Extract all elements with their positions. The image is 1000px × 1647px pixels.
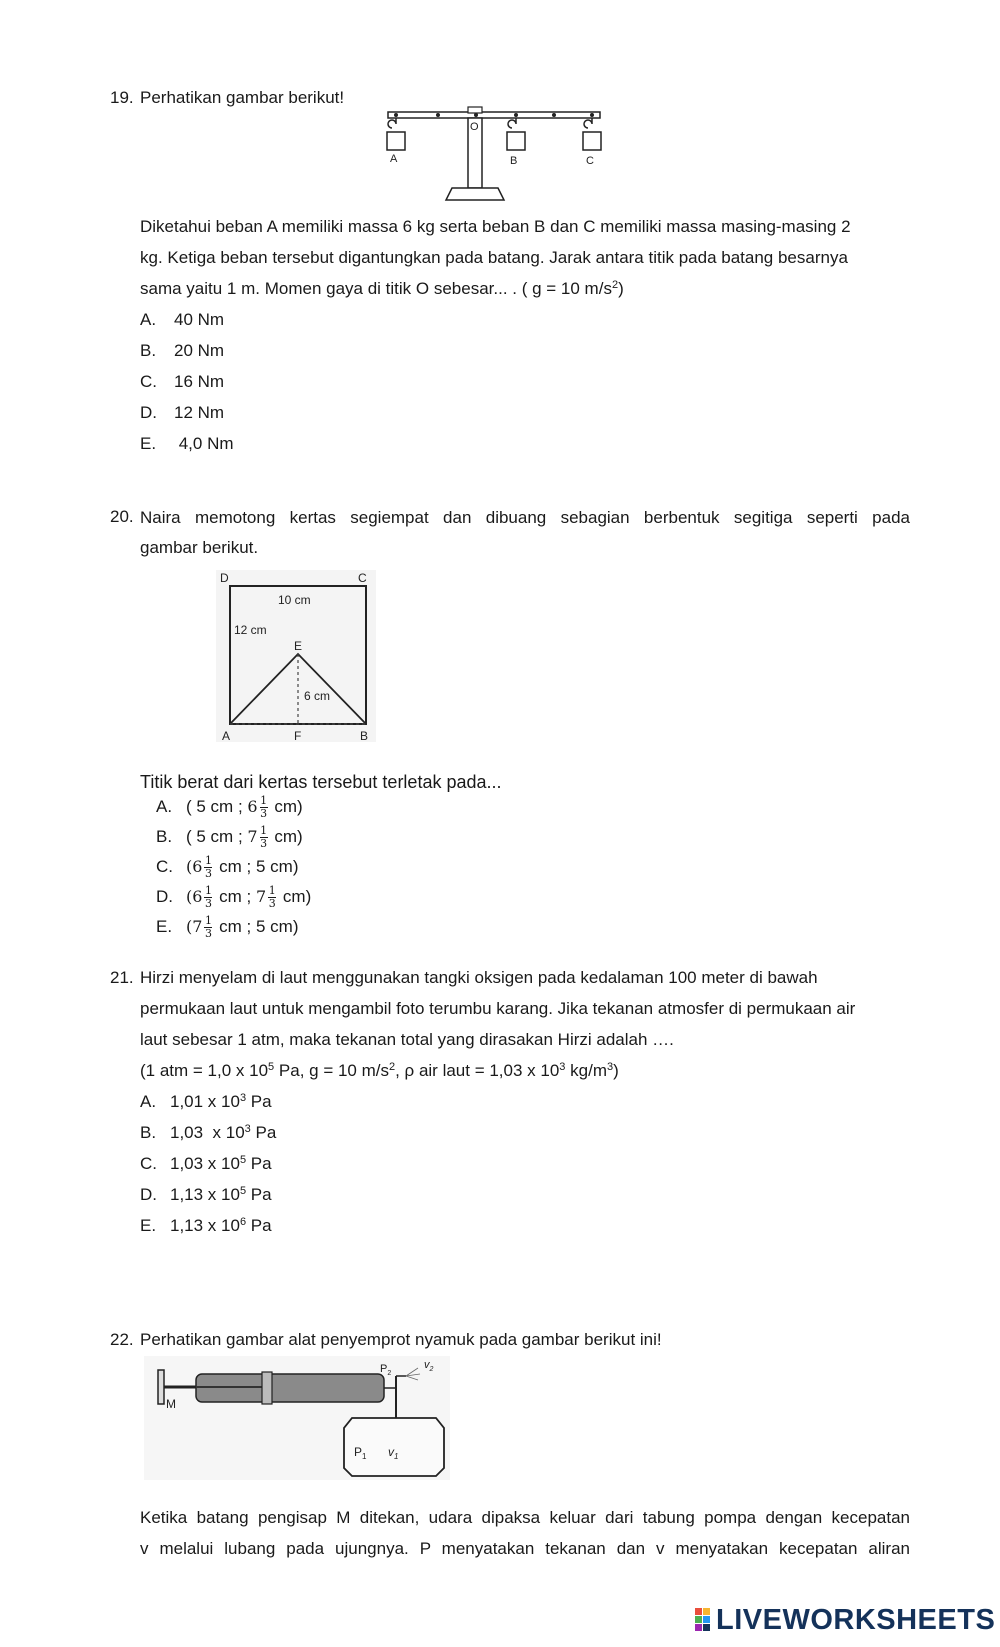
mass-a-label: A — [390, 153, 398, 165]
question-20-option-a[interactable]: A. ( 5 cm ; 6 $\frac{1}{3}$ cm) — [156, 794, 303, 821]
question-21-option-e[interactable]: E. 1,13 x $10^6$ Pa — [140, 1216, 272, 1235]
question-21-option-d[interactable]: D. 1,13 x $10^5$ Pa — [140, 1185, 272, 1204]
liveworksheets-logo[interactable]: LIVEWORKSHEETS — [716, 1604, 996, 1636]
question-21-line-2: permukaan laut untuk mengambil foto terumbu karang. Jika tekanan atmosfer di permukaan air — [140, 999, 856, 1018]
label-d: D — [220, 571, 229, 585]
question-22-prompt: Perhatikan gambar alat penyemprot nyamuk pada gambar berikut ini! — [140, 1330, 662, 1349]
label-f: F — [294, 729, 302, 743]
question-20-option-e[interactable]: E. (7 $\frac{1}{3}$ cm ; 5 cm) — [156, 914, 299, 941]
paper-cut-figure — [212, 568, 382, 744]
question-20-option-c[interactable]: C. (6 $\frac{1}{3}$ cm ; 5 cm) — [156, 854, 299, 881]
mosquito-sprayer-figure — [144, 1356, 450, 1480]
question-21-number: 21. — [110, 968, 134, 987]
question-20-option-d[interactable]: D. (6 $\frac{1}{3}$ cm ; 7 $\frac{1}{3}$ cm) — [156, 884, 312, 911]
label-v2: $v_2$ — [424, 1359, 434, 1373]
label-v1: $v_1$ — [388, 1445, 399, 1461]
question-22-line-1: Ketika batang pengisap M ditekan, udara dipaksa keluar dari tabung pompa dengan kecepatan — [140, 1508, 910, 1527]
question-20-number: 20. — [110, 507, 134, 526]
mass-c-label: C — [586, 155, 594, 167]
question-20-option-b[interactable]: B. ( 5 cm ; 7 $\frac{1}{3}$ cm) — [156, 824, 303, 851]
question-19-option-a[interactable]: A. 40 Nm — [140, 310, 225, 329]
question-19-number: 19. — [110, 88, 134, 107]
lever-balance-figure — [380, 104, 610, 214]
question-21-option-a[interactable]: A. 1,01 x $10^3$ Pa — [140, 1092, 272, 1111]
base — [446, 188, 504, 200]
question-19-option-b[interactable]: B. 20 Nm — [140, 341, 225, 360]
question-20-line-1: Naira memotong kertas segiempat dan dibuang sebagian berbentuk segitiga seperti pada — [140, 508, 910, 527]
question-19-option-d[interactable]: D. 12 Nm — [140, 403, 225, 422]
label-triangle-height: 6 cm — [304, 689, 331, 703]
question-19-option-e[interactable]: E. 4,0 Nm — [140, 434, 234, 453]
question-21-option-c[interactable]: C. 1,03 x $10^5$ Pa — [140, 1154, 272, 1173]
handle — [158, 1370, 164, 1404]
label-p1: $P_1$ — [354, 1445, 367, 1461]
question-22-number: 22. — [110, 1330, 134, 1349]
question-21-option-b[interactable]: B. 1,03 x $10^3$ Pa — [140, 1123, 277, 1142]
label-height: 12 cm — [234, 623, 267, 637]
label-width: 10 cm — [278, 593, 311, 607]
label-e: E — [294, 639, 303, 653]
pivot-label: O — [470, 121, 479, 133]
question-22-line-2: v melalui lubang pada ujungnya. P menyatakan tekanan dan v menyatakan kecepatan aliran — [140, 1539, 910, 1558]
question-19-option-c[interactable]: C. 16 Nm — [140, 372, 225, 391]
question-21-line-1: Hirzi menyelam di laut menggunakan tangki oksigen pada kedalaman 100 meter di bawah — [140, 968, 818, 987]
question-20-question: Titik berat dari kertas tersebut terletak pada... — [140, 772, 502, 792]
question-20-line-2: gambar berikut. — [140, 538, 259, 557]
question-19-line-1: Diketahui beban A memiliki massa 6 kg serta beban B dan C memiliki massa masing-masing 2 — [140, 217, 851, 236]
question-21-line-3: laut sebesar 1 atm, maka tekanan total yang dirasakan Hirzi adalah …. — [140, 1030, 674, 1049]
question-21-given: (1 atm = 1,0 x $10^5$ Pa, g = 10 $m/s^2$, ρ air laut = 1,03 x $10^3$ $kg/m^3$) — [140, 1061, 619, 1080]
mass-b-label: B — [510, 155, 518, 167]
label-a: A — [222, 729, 231, 743]
label-p2: $P_2$ — [380, 1363, 392, 1377]
question-19-line-3: sama yaitu 1 m. Momen gaya di titik O sebesar... . ( g = 10 $m/s^2$) — [140, 279, 624, 298]
question-19-prompt: Perhatikan gambar berikut! — [140, 88, 345, 107]
label-c: C — [358, 571, 367, 585]
beam — [388, 112, 600, 118]
question-19-line-2: kg. Ketiga beban tersebut digantungkan pada batang. Jarak antara titik pada batang besarnya — [140, 248, 848, 267]
label-b: B — [360, 729, 369, 743]
label-m: M — [166, 1397, 176, 1411]
piston — [262, 1372, 272, 1404]
